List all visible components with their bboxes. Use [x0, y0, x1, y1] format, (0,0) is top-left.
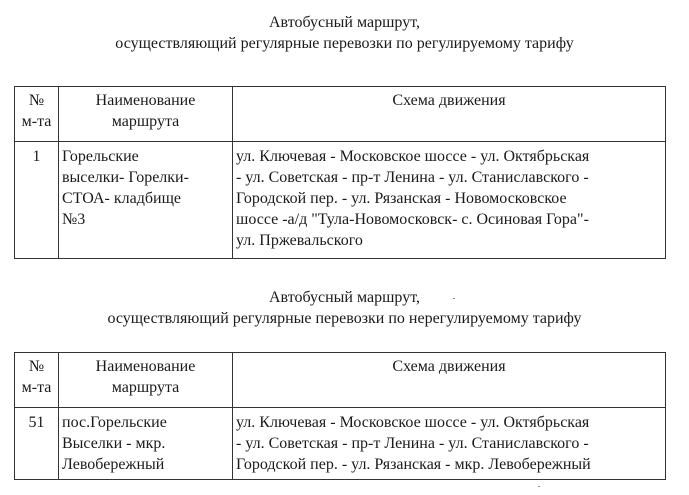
- route-scheme-line: Городской пер. - ул. Рязанская - мкр. Левобережный: [236, 456, 591, 473]
- section-title-line: Автобусный маршрут,: [268, 289, 420, 306]
- header-route-scheme: [233, 353, 666, 408]
- route-name-line: СТОА- кладбище: [62, 190, 181, 207]
- section-title-unregulated-tariff: [0, 287, 689, 329]
- header-route-name: [59, 87, 233, 142]
- section-title-line: осуществляющий регулярные перевозки по регулируемому тарифу: [115, 35, 574, 52]
- route-scheme-line: Городской пер. - ул. Рязанская - Новомосковское: [236, 190, 567, 207]
- route-table-unregulated: [14, 352, 666, 480]
- header-text: Наименование: [95, 358, 196, 375]
- scan-speck: [453, 298, 455, 299]
- route-name-line: Выселки - мкр.: [62, 435, 166, 452]
- route-name-line: Горельские: [62, 148, 139, 165]
- route-number: 1: [15, 142, 59, 259]
- route-scheme-line: - ул. Советская - пр-т Ленина - ул. Станиславского -: [236, 169, 589, 186]
- header-route-number: [15, 353, 59, 408]
- route-table-regulated: [14, 86, 666, 259]
- scan-speck: [538, 486, 540, 487]
- table-header-row: [15, 353, 666, 408]
- table-row: [15, 142, 666, 259]
- section-title-line: осуществляющий регулярные перевозки по нерегулируемому тарифу: [107, 310, 582, 327]
- section-title-line: Автобусный маршрут,: [268, 14, 420, 31]
- route-name: [59, 408, 233, 480]
- header-text: м-та: [21, 379, 52, 396]
- table-header-row: [15, 87, 666, 142]
- route-scheme-line: ул. Пржевальского: [236, 232, 363, 249]
- route-scheme-line: ул. Ключевая - Московское шоссе - ул. Октябрьская: [236, 148, 590, 165]
- header-text: Схема движения: [392, 358, 506, 375]
- header-text: Наименование: [95, 92, 196, 109]
- header-route-number: [15, 87, 59, 142]
- route-scheme-line: ул. Ключевая - Московское шоссе - ул. Октябрьская: [236, 414, 590, 431]
- header-text: маршрута: [111, 379, 180, 396]
- section-title-regulated-tariff: [0, 12, 689, 54]
- header-route-name: [59, 353, 233, 408]
- route-scheme-line: шоссе -а/д "Тула-Новомосковск- с. Осиновая Гора"-: [236, 211, 589, 228]
- header-text: №: [28, 358, 45, 375]
- route-name-line: пос.Горельские: [62, 414, 167, 431]
- table-row: [15, 408, 666, 480]
- route-name: [59, 142, 233, 259]
- header-text: №: [28, 92, 45, 109]
- route-number: 51: [15, 408, 59, 480]
- route-name-line: выселки- Горелки-: [62, 169, 189, 186]
- header-route-scheme: [233, 87, 666, 142]
- route-scheme: [233, 408, 666, 480]
- route-scheme-line: - ул. Советская - пр-т Ленина - ул. Станиславского -: [236, 435, 589, 452]
- route-name-line: Левобережный: [62, 456, 165, 473]
- header-text: м-та: [21, 113, 52, 130]
- header-text: маршрута: [111, 113, 180, 130]
- route-scheme: [233, 142, 666, 259]
- route-name-line: №3: [62, 211, 86, 228]
- header-text: Схема движения: [392, 92, 506, 109]
